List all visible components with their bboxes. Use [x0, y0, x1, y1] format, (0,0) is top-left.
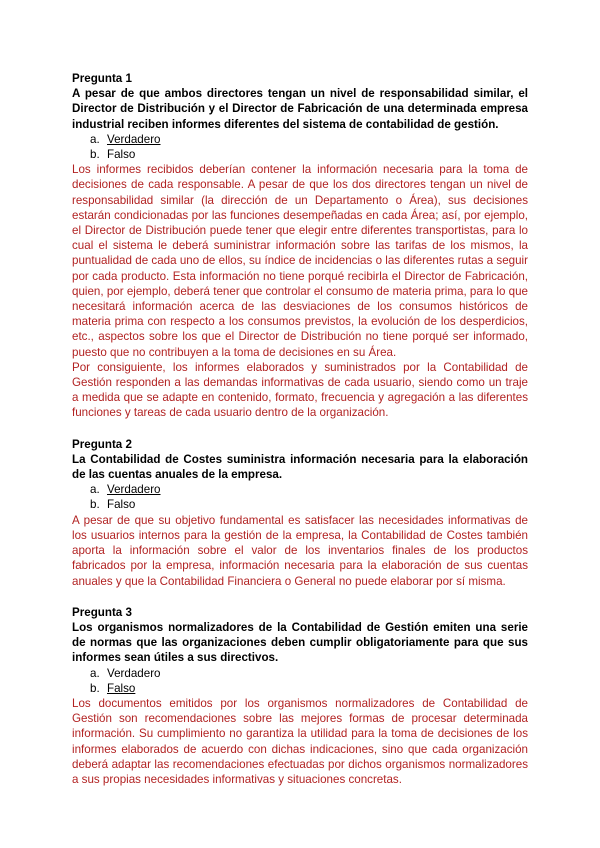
answer-options: [72, 132, 528, 162]
option-letter: b.: [90, 681, 100, 695]
option-label-selected: Verdadero: [107, 483, 161, 497]
option-b: [90, 147, 528, 162]
answer-options: [72, 482, 528, 512]
option-label: Falso: [107, 498, 136, 512]
explanation-paragraph: Por consiguiente, los informes elaborados y suministrados por la Contabilidad de Gestión responden a las demandas informativas de cada usuario, siendo como un traje a medida que se adapte en contenido, formato, frecuencia y agregación a las diferentes funciones y tareas de cada usuario dentro de la organización.: [72, 360, 528, 420]
question-text: Los organismos normalizadores de la Contabilidad de Gestión emiten una serie de normas que las organizaciones deben cumplir obligatoriamente para que sus informes sean útiles a sus directivos.: [72, 620, 528, 665]
option-letter: b.: [90, 148, 100, 162]
question-title: Pregunta 3: [72, 605, 132, 619]
option-a: [90, 482, 528, 497]
explanation-paragraph: Los informes recibidos deberían contener la información necesaria para la toma de decisiones de cada responsable. A pesar de que los dos directores tengan un nivel de responsabilidad similar (la dirección de un Departamento o Área), sus decisiones estarán condicionadas por las funciones desempeñadas en cada Área; así, por ejemplo, el Director de Distribución puede tener que elegir entre diferentes transportistas, para lo cual el sistema le deberá suministrar información sobre las tarifas de los mismos, la puntualidad de cada uno de ellos, su índice de incidencias o las diferentes rutas a seguir por cada producto. Esta información no tiene porqué recibirla el Director de Fabricación, quien, por ejemplo, deberá tener que controlar el consumo de materia prima, para lo que necesitará información acerca de las desviaciones de los consumos históricos de materia prima con respecto a los consumos previstos, la evolución de los desperdicios, etc., aspectos sobre los que el Director de Distribución no tiene porqué ser informado, puesto que no contribuyen a la toma de decisiones en su Área.: [72, 163, 528, 359]
explanation-paragraph: Los documentos emitidos por los organismos normalizadores de Contabilidad de Gestión son recomendaciones sobre las mejores formas de procesar determinada información. Su cumplimiento no garantiza la utilidad para la toma de decisiones de los informes elaborados de acuerdo con dichas indicaciones, sino que cada organización deberá adaptar las recomendaciones efectuadas por dichos organismos normalizadores a sus propias necesidades informativas y situaciones concretas.: [72, 696, 528, 786]
option-letter: a.: [90, 132, 100, 146]
question-3: [72, 605, 528, 787]
explanation-paragraph: A pesar de que su objetivo fundamental es satisfacer las necesidades informativas de los usuarios internos para la gestión de la empresa, la Contabilidad de Costes también aporta la información sobre el valor de los inventarios finales de los productos fabricados por la empresa, información necesaria para la elaboración de sus cuentas anuales y que la Contabilidad Financiera o General no puede elaborar por sí misma.: [72, 513, 528, 588]
option-label: Verdadero: [107, 666, 161, 680]
question-title: Pregunta 2: [72, 437, 132, 451]
option-label: Falso: [107, 148, 136, 162]
question-1: [72, 71, 528, 421]
option-a: [90, 666, 528, 681]
question-text: A pesar de que ambos directores tengan un nivel de responsabilidad similar, el Director de Distribución y el Director de Fabricación de una determinada empresa industrial reciben informes diferentes del sistema de contabilidad de gestión.: [72, 87, 528, 131]
question-2: [72, 437, 528, 589]
option-letter: b.: [90, 498, 100, 512]
option-letter: a.: [90, 483, 100, 497]
answer-options: [72, 666, 528, 696]
option-a: [90, 132, 528, 147]
option-b: [90, 681, 528, 696]
question-title: Pregunta 1: [72, 72, 132, 85]
question-text: La Contabilidad de Costes suministra información necesaria para la elaboración de las cuentas anuales de la empresa.: [72, 452, 528, 482]
option-label-selected: Verdadero: [107, 132, 161, 146]
option-b: [90, 497, 528, 512]
option-letter: a.: [90, 666, 100, 680]
option-label-selected: Falso: [107, 681, 136, 695]
